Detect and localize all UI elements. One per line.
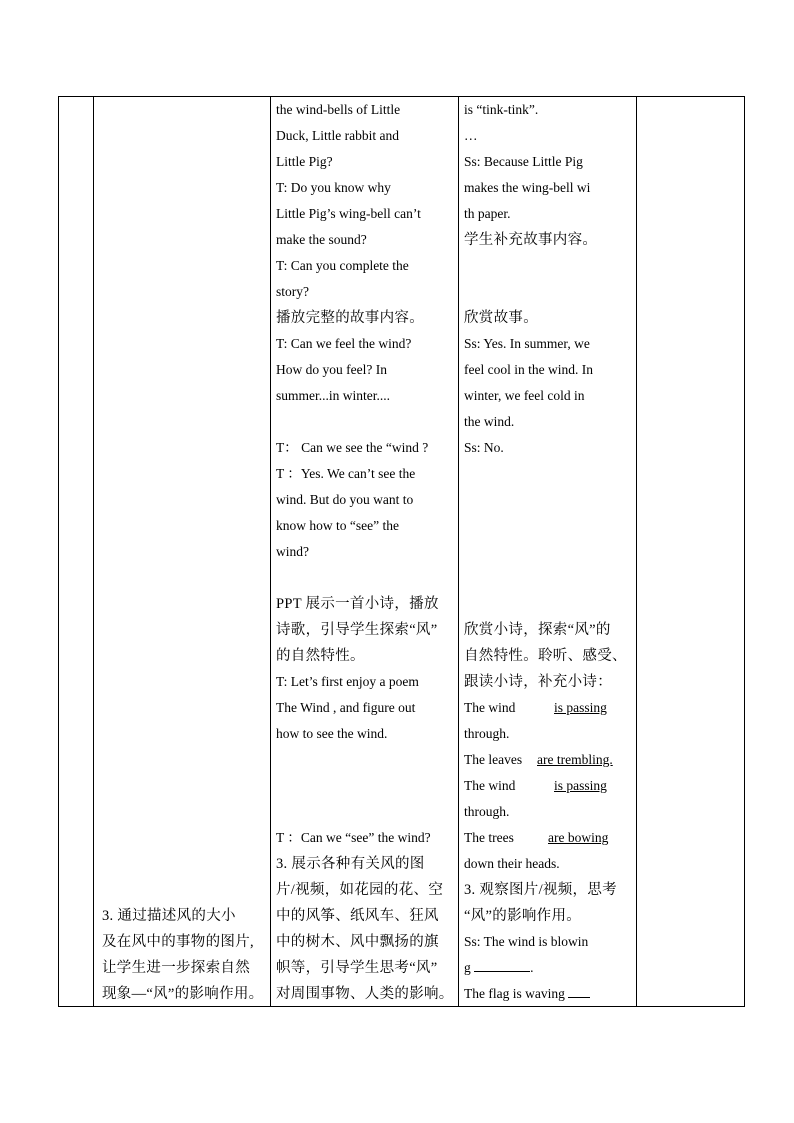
student-line-text: The flag is waving [464, 986, 565, 1001]
teacher-line: the wind-bells of Little [276, 102, 401, 117]
student-line: 跟读小诗，补充小诗： [464, 674, 612, 690]
teacher-line: PPT 展示一首小诗，播放 [276, 596, 439, 612]
student-line: Ss: The wind is blowin [464, 934, 589, 949]
objective-line: 3. 通过描述风的大小 [102, 908, 236, 924]
objective-line: 让学生进一步探索自然 [102, 960, 250, 976]
answer-blank [474, 959, 530, 972]
poem-line: down their heads. [464, 856, 560, 871]
teacher-line: 3. 展示各种有关风的图 [276, 856, 425, 872]
teacher-line: T: Let’s first enjoy a poem [276, 674, 419, 689]
teacher-line: T: Can you complete the [276, 258, 409, 273]
cell-objective [94, 97, 270, 1006]
teacher-line: story? [276, 284, 309, 299]
teacher-line: The Wind , and figure out [276, 700, 416, 715]
cell-student-activity [459, 97, 636, 1006]
student-line: 自然特性。聆听、感受、 [464, 648, 627, 664]
teacher-line: Little Pig? [276, 154, 333, 169]
objective-line: 及在风中的事物的图片, [102, 934, 254, 950]
student-line: is “tink-tink”. [464, 102, 539, 117]
cell-col-1 [59, 97, 93, 1006]
answer-blank [568, 985, 590, 998]
student-line: 欣赏小诗，探索“风”的 [464, 622, 611, 638]
teacher-line: summer...in winter.... [276, 388, 390, 403]
teacher-line: 片/视频，如花园的花、空 [276, 882, 444, 898]
student-line: th paper. [464, 206, 511, 221]
student-line: 学生补充故事内容。 [464, 232, 598, 248]
poem-answer: are bowing [548, 830, 609, 845]
student-line: g . [464, 960, 534, 975]
teacher-line: Duck, Little rabbit and [276, 128, 399, 143]
poem-line: The wind [464, 778, 516, 793]
teacher-line: 播放完整的故事内容。 [276, 310, 424, 326]
teacher-line: how to see the wind. [276, 726, 388, 741]
student-line: Ss: Because Little Pig [464, 154, 583, 169]
poem-line: The leaves [464, 752, 523, 767]
student-line: Ss: Yes. In summer, we [464, 336, 590, 351]
teacher-line: 中的树木、风中飘扬的旗 [276, 934, 439, 950]
student-line: … [464, 128, 478, 143]
teacher-line: T： Can we see the “wind ? [276, 440, 429, 455]
teacher-line: wind? [276, 544, 309, 559]
lesson-table [58, 96, 745, 1007]
teacher-line: T: Do you know why [276, 180, 391, 195]
student-line [464, 981, 590, 1006]
poem-answer: is passing [554, 778, 607, 793]
poem-line: The trees [464, 830, 514, 845]
teacher-line: Little Pig’s wing-bell can’t [276, 206, 421, 221]
teacher-line: T ：Yes. We can’t see the [276, 466, 416, 481]
teacher-line: T: Can we feel the wind? [276, 336, 412, 351]
teacher-line: 诗歌，引导学生探索“风” [276, 622, 438, 638]
poem-line: through. [464, 726, 510, 741]
poem-line: through. [464, 804, 510, 819]
student-line-text: g [464, 960, 471, 975]
teacher-line: 帜等，引导学生思考“风” [276, 960, 438, 976]
teacher-line: T ：Can we “see” the wind? [276, 830, 431, 845]
student-line: 欣赏故事。 [464, 310, 538, 326]
teacher-line: How do you feel? In [276, 362, 387, 377]
student-line: “风”的影响作用。 [464, 908, 582, 924]
teacher-line: 的自然特性。 [276, 648, 365, 664]
student-line: makes the wing-bell wi [464, 180, 591, 195]
teacher-line: 对周围事物、人类的影响。 [276, 986, 454, 1002]
cell-teacher-activity [271, 97, 458, 1006]
student-line: the wind. [464, 414, 515, 429]
poem-answer: is passing [554, 700, 607, 715]
cell-col-5 [637, 97, 744, 1006]
teacher-line: wind. But do you want to [276, 492, 414, 507]
teacher-line: make the sound? [276, 232, 367, 247]
poem-line: The wind [464, 700, 516, 715]
objective-line: 现象—“风”的影响作用。 [102, 986, 264, 1002]
poem-answer: are trembling. [537, 752, 613, 767]
student-line: winter, we feel cold in [464, 388, 585, 403]
student-line: 3. 观察图片/视频，思考 [464, 882, 617, 898]
teacher-line: 中的风筝、纸风车、狂风 [276, 908, 439, 924]
student-line: feel cool in the wind. In [464, 362, 593, 377]
teacher-line: know how to “see” the [276, 518, 399, 533]
student-line: Ss: No. [464, 440, 504, 455]
